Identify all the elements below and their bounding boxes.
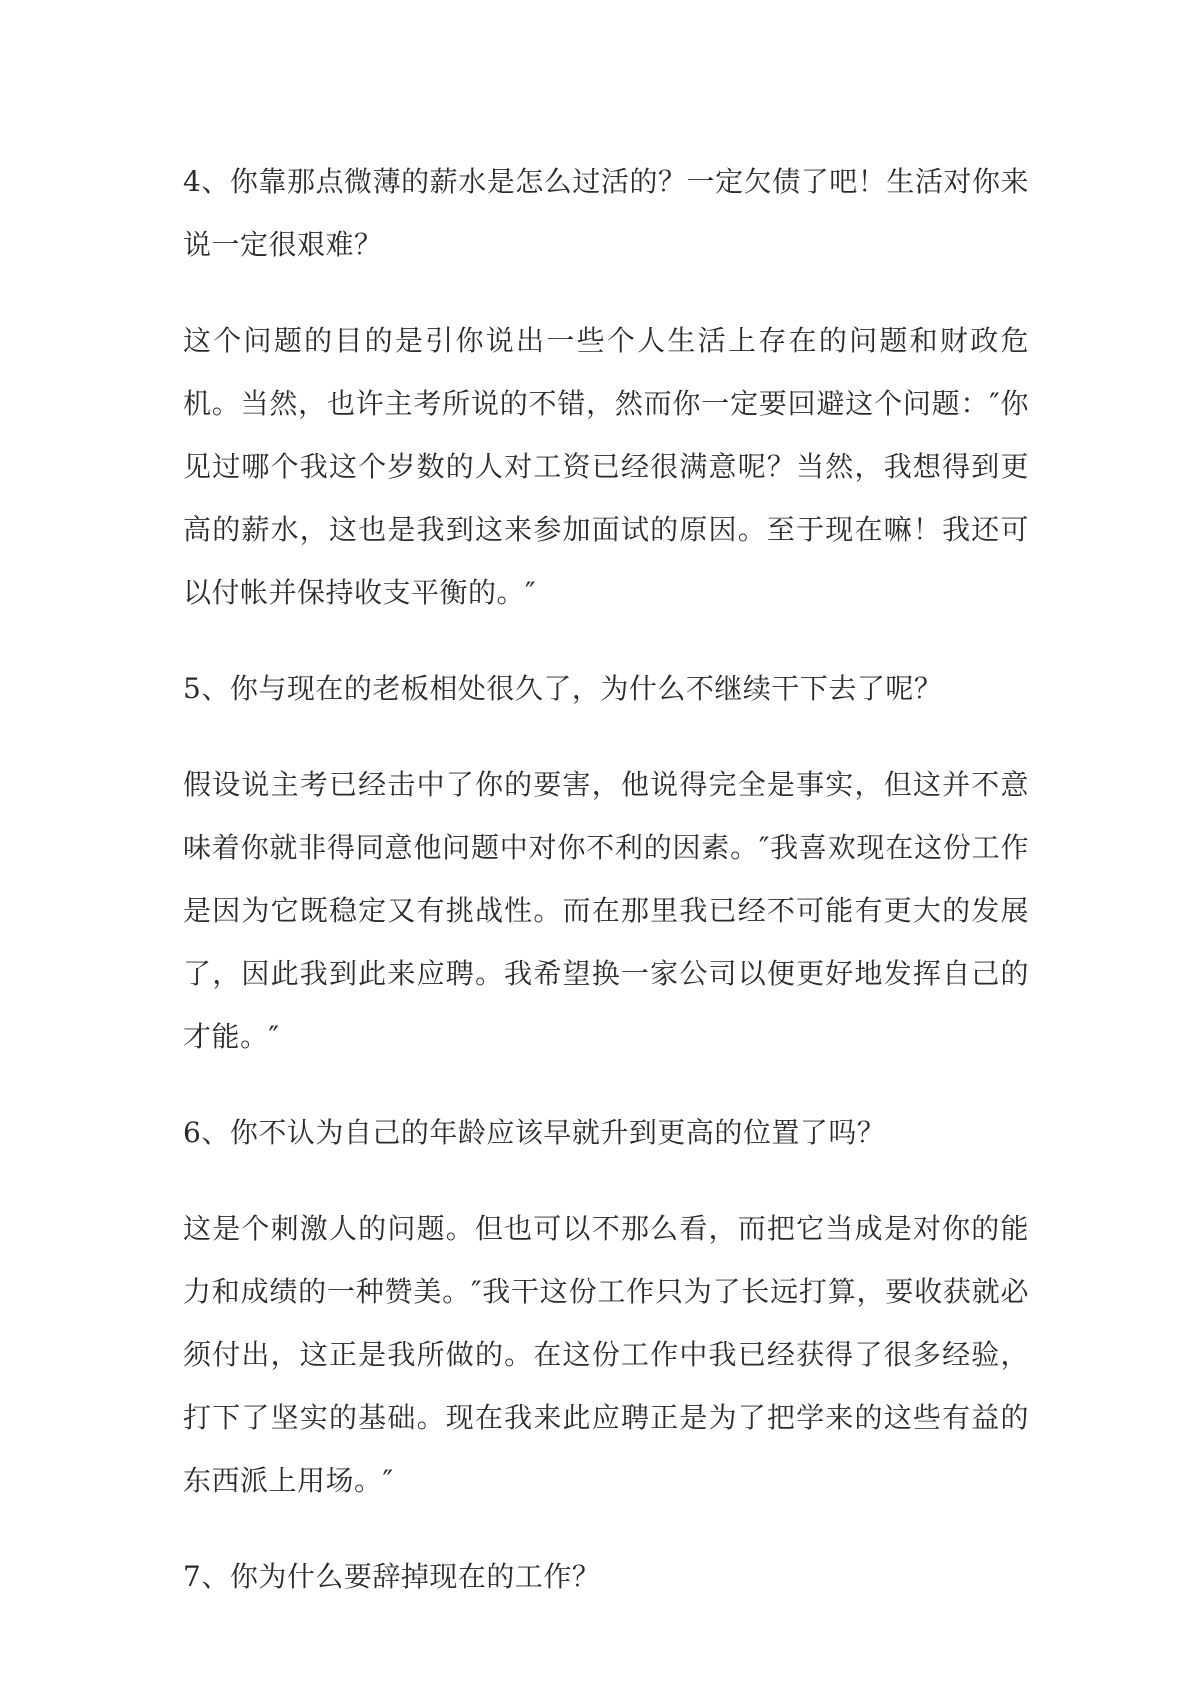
answer-4: 这个问题的目的是引你说出一些个人生活上存在的问题和财政危机。当然，也许主考所说的不错，然而你一定要回避这个问题：″你见过哪个我这个岁数的人对工资已经很满意呢？当然，我想得到更高的薪水，这也是我到这来参加面试的原因。至于现在嘛！我还可以付帐并保持收支平衡的。″ — [183, 324, 1029, 609]
answer-5: 假设说主考已经击中了你的要害，他说得完全是事实，但这并不意味着你就非得同意他问题中对你不利的因素。″我喜欢现在这份工作是因为它既稳定又有挑战性。而在那里我已经不可能有更大的发展了，因此我到此来应聘。我希望换一家公司以便更好地发挥自己的才能。″ — [183, 768, 1029, 1053]
question-6: 6、你不认为自己的年龄应该早就升到更高的位置了吗？ — [183, 1116, 886, 1149]
answer-6: 这是个刺激人的问题。但也可以不那么看，而把它当成是对你的能力和成绩的一种赞美。″我干这份工作只为了长远打算，要收获就必须付出，这正是我所做的。在这份工作中我已经获得了很多经验，打下了坚实的基础。现在我来此应聘正是为了把学来的这些有益的东西派上用场。″ — [183, 1212, 1029, 1497]
document-body — [183, 150, 1029, 1641]
question-7: 7、你为什么要辞掉现在的工作？ — [183, 1560, 601, 1593]
question-5: 5、你与现在的老板相处很久了，为什么不继续干下去了呢？ — [183, 672, 943, 705]
question-4: 4、你靠那点微薄的薪水是怎么过活的？一定欠债了吧！生活对你来说一定很艰难？ — [183, 165, 1029, 261]
